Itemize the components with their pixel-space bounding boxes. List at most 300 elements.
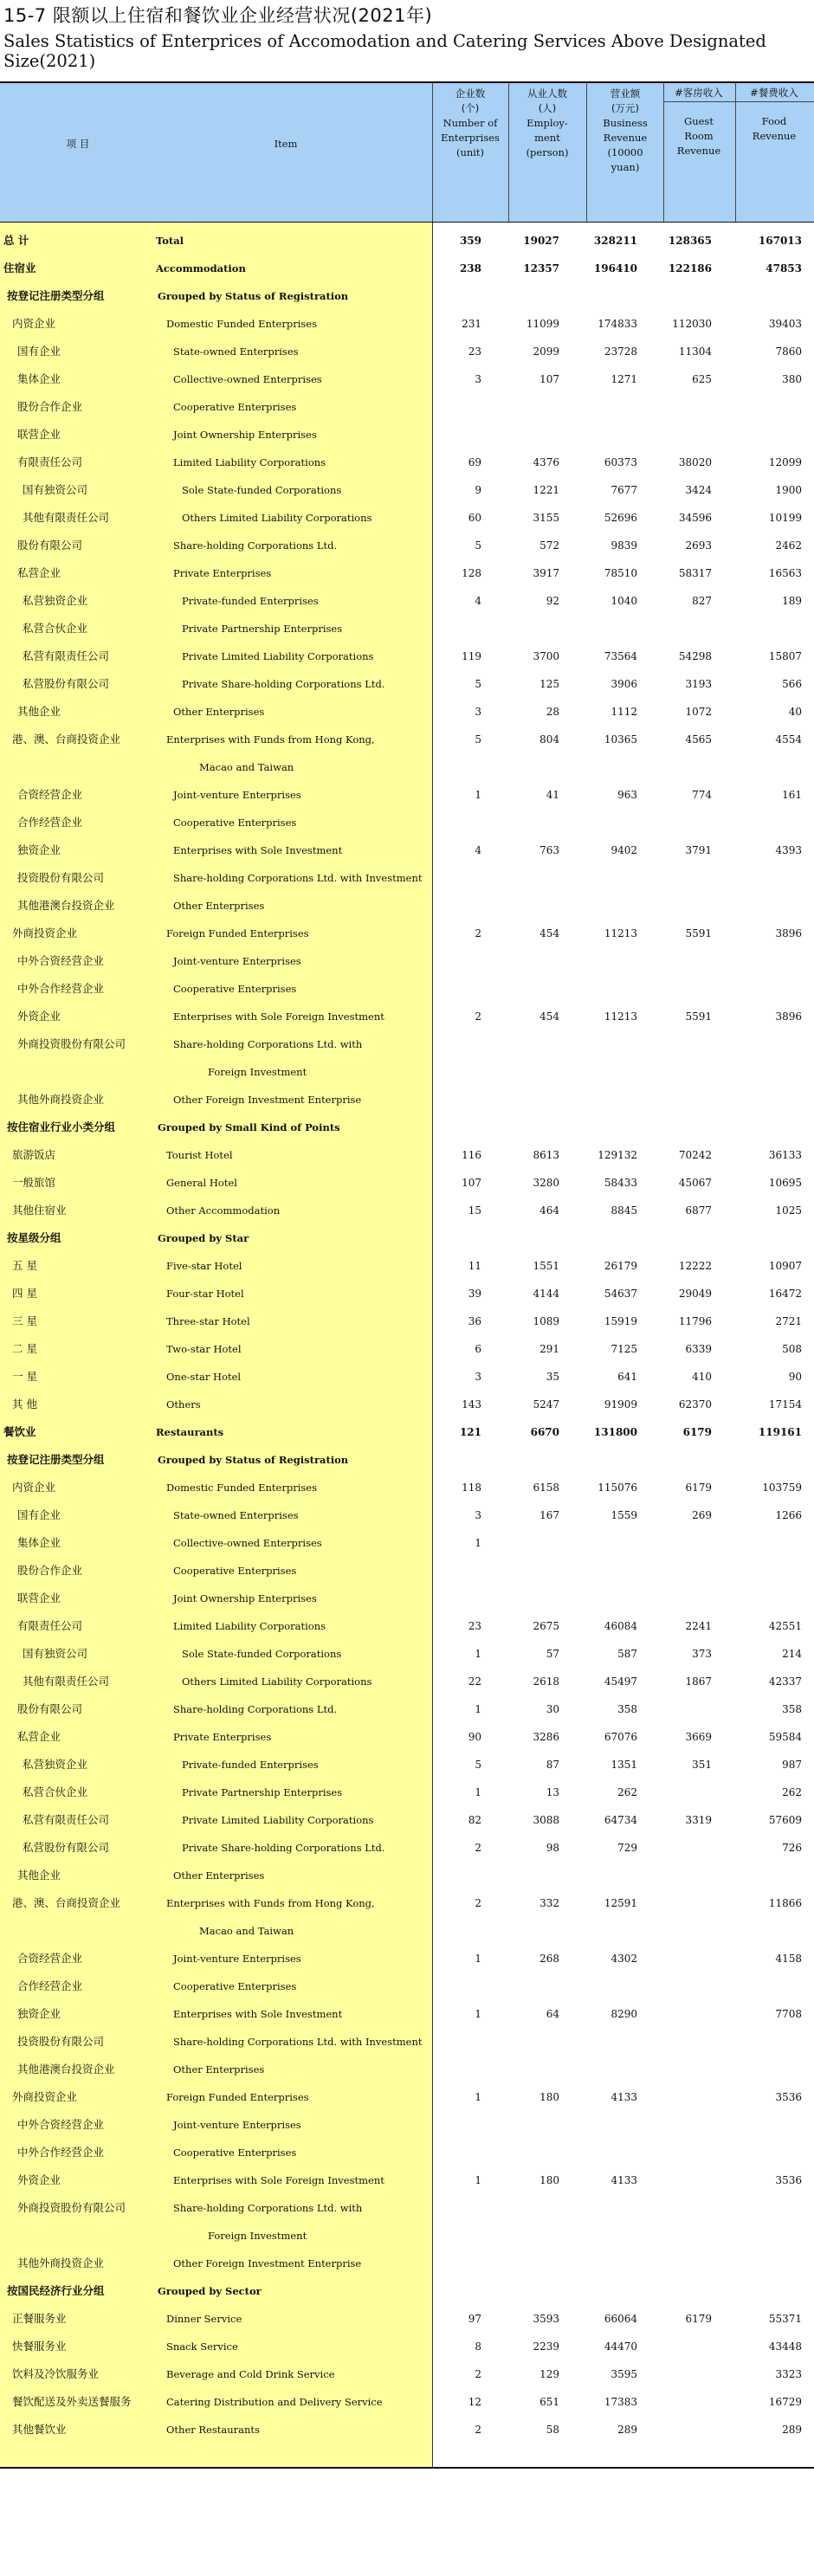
employment-value: 5247 <box>533 1398 559 1411</box>
employment-value: 2099 <box>533 345 559 358</box>
row-label-cn: 国有独资公司 <box>23 483 88 496</box>
guest-room-value: 774 <box>692 789 712 801</box>
enterprises-value: 5 <box>475 733 481 746</box>
employment-value: 13 <box>546 1786 559 1798</box>
food-value: 10695 <box>768 1177 802 1189</box>
row-label-cn: 独资企业 <box>17 2007 61 2020</box>
table-row <box>0 1557 814 1585</box>
row-label-en: Share-holding Corporations Ltd. with <box>173 2202 363 2214</box>
employment-value: 651 <box>539 2396 559 2408</box>
row-label-en: Limited Liability Corporations <box>173 456 326 468</box>
guest-room-value: 12222 <box>678 1260 712 1272</box>
row-label-en: Beverage and Cold Drink Service <box>166 2368 335 2380</box>
row-label-cn: 住宿业 <box>3 261 36 274</box>
food-value: 3536 <box>775 2091 802 2103</box>
table-row <box>0 504 814 532</box>
header-divider <box>432 83 433 222</box>
employment-value: 41 <box>546 789 559 801</box>
guest-room-value: 62370 <box>678 1398 712 1411</box>
employment-value: 19027 <box>523 235 559 247</box>
row-label-en: Grouped by Sector <box>158 2285 262 2297</box>
table-row <box>0 836 814 864</box>
revenue-value: 641 <box>617 1371 637 1383</box>
row-label-cn: 港、澳、台商投资企业 <box>12 733 121 746</box>
employment-value: 8613 <box>533 1149 559 1161</box>
employment-value: 35 <box>546 1371 559 1383</box>
row-label-cn: 五 星 <box>12 1259 37 1272</box>
enterprises-value: 4 <box>475 595 481 607</box>
table-row <box>0 1335 814 1363</box>
row-label-en: Other Enterprises <box>173 900 265 912</box>
enterprises-value: 82 <box>468 1814 481 1826</box>
employment-value: 804 <box>539 733 559 746</box>
revenue-value: 4133 <box>610 2091 637 2103</box>
enterprises-value: 2 <box>475 1842 481 1854</box>
enterprises-value: 39 <box>468 1288 481 1300</box>
row-label-en: Private Share-holding Corporations Ltd. <box>182 678 385 690</box>
row-label-en: Enterprises with Sole Foreign Investment <box>173 2174 384 2186</box>
food-value: 3896 <box>775 1010 802 1023</box>
row-label-cn: 按星级分组 <box>7 1231 61 1244</box>
food-value: 36133 <box>768 1149 802 1161</box>
row-label-en: Joint Ownership Enterprises <box>173 429 317 441</box>
row-label-en: Macao and Taiwan <box>199 761 294 773</box>
row-label-cn: 其他外商投资企业 <box>17 2256 105 2269</box>
enterprises-value: 1 <box>475 1703 481 1715</box>
revenue-value: 4133 <box>610 2174 637 2186</box>
table-row <box>0 1695 814 1723</box>
row-label-en: State-owned Enterprises <box>173 345 299 358</box>
row-label-en: Foreign Funded Enterprises <box>166 927 309 939</box>
guest-room-value: 128365 <box>668 235 712 247</box>
table-row <box>0 310 814 338</box>
row-label-cn: 其他港澳台投资企业 <box>17 2063 115 2076</box>
table-row <box>0 1806 814 1834</box>
row-label-en: Foreign Investment <box>208 2230 307 2242</box>
row-label-cn: 私营合伙企业 <box>23 622 88 635</box>
table-row <box>0 587 814 615</box>
food-value: 189 <box>782 595 802 607</box>
row-label-en: Other Enterprises <box>173 2063 265 2076</box>
revenue-value: 26179 <box>604 1260 637 1272</box>
enterprises-value: 2 <box>475 2424 481 2436</box>
food-value: 726 <box>782 1842 802 1854</box>
table-row <box>0 2166 814 2194</box>
revenue-value: 9839 <box>610 539 637 552</box>
revenue-value: 328211 <box>593 235 637 247</box>
header-col-food <box>738 86 811 144</box>
row-label-en: Enterprises with Funds from Hong Kong, <box>166 1897 375 1909</box>
employment-value: 129 <box>539 2368 559 2380</box>
table-row <box>0 975 814 1003</box>
food-value: 43448 <box>768 2340 802 2353</box>
food-value: 161 <box>782 789 802 801</box>
revenue-value: 54637 <box>604 1288 637 1300</box>
revenue-value: 1112 <box>610 706 637 718</box>
guest-room-value: 3424 <box>685 484 712 496</box>
row-label-en: Cooperative Enterprises <box>173 1565 297 1577</box>
revenue-value: 729 <box>617 1842 637 1854</box>
row-label-en: Enterprises with Funds from Hong Kong, <box>166 733 375 746</box>
food-value: 55371 <box>768 2313 802 2325</box>
food-value: 59584 <box>768 1731 802 1743</box>
food-value: 4554 <box>775 733 802 746</box>
revenue-value: 1271 <box>610 373 637 385</box>
row-label-en: Other Restaurants <box>166 2424 260 2436</box>
employment-value: 4376 <box>533 456 559 468</box>
employment-value: 92 <box>546 595 559 607</box>
guest-room-value: 29049 <box>678 1288 712 1300</box>
enterprises-value: 22 <box>468 1675 481 1688</box>
guest-room-value: 625 <box>692 373 712 385</box>
guest-room-value: 34596 <box>678 512 712 524</box>
row-label-en: Restaurants <box>156 1426 224 1438</box>
enterprises-value: 1 <box>475 789 481 801</box>
enterprises-value: 1 <box>475 2174 481 2186</box>
header-col-enterprises-en: Number of Enterprises (unit) <box>441 117 500 158</box>
enterprises-value: 359 <box>459 235 481 247</box>
revenue-value: 46084 <box>604 1620 637 1632</box>
table-row <box>0 2194 814 2222</box>
revenue-value: 91909 <box>604 1398 637 1411</box>
row-label-cn: 私营合伙企业 <box>23 1785 88 1798</box>
row-label-en: Share-holding Corporations Ltd. with Investment <box>173 2036 423 2048</box>
table-row <box>0 2250 814 2277</box>
table-row <box>0 1141 814 1169</box>
row-label-en: Grouped by Star <box>158 1232 249 1244</box>
row-label-en: One-star Hotel <box>166 1371 242 1383</box>
row-label-cn: 其他港澳台投资企业 <box>17 899 115 912</box>
table-row <box>0 1640 814 1668</box>
row-label-en: Enterprises with Sole Foreign Investment <box>173 1010 384 1023</box>
row-label-en: Domestic Funded Enterprises <box>166 1482 317 1494</box>
employment-value: 763 <box>539 844 559 856</box>
employment-value: 167 <box>539 1509 559 1521</box>
guest-room-value: 2241 <box>685 1620 712 1632</box>
employment-value: 3088 <box>533 1814 559 1826</box>
row-label-cn: 投资股份有限公司 <box>17 2035 105 2048</box>
table-row <box>0 1474 814 1501</box>
row-label-en: Sole State-funded Corporations <box>182 1648 342 1660</box>
table-row <box>0 2277 814 2305</box>
revenue-value: 4302 <box>610 1953 637 1965</box>
row-label-cn: 按登记注册类型分组 <box>7 289 105 302</box>
revenue-value: 115076 <box>598 1482 637 1494</box>
revenue-value: 129132 <box>598 1149 637 1161</box>
row-label-en: Accommodation <box>156 262 246 274</box>
row-label-en: Three-star Hotel <box>166 1315 250 1327</box>
row-label-en: Share-holding Corporations Ltd. with Investment <box>173 872 423 884</box>
row-label-cn: 私营股份有限公司 <box>23 677 110 690</box>
guest-room-value: 1072 <box>685 706 712 718</box>
revenue-value: 174833 <box>598 318 637 330</box>
revenue-value: 262 <box>617 1786 637 1798</box>
row-label-cn: 内资企业 <box>12 1481 56 1494</box>
enterprises-value: 119 <box>462 650 481 662</box>
revenue-value: 587 <box>617 1648 637 1660</box>
row-label-en: Private Limited Liability Corporations <box>182 650 374 662</box>
enterprises-value: 118 <box>462 1482 481 1494</box>
revenue-value: 3906 <box>610 678 637 690</box>
enterprises-value: 4 <box>475 844 481 856</box>
food-value: 42337 <box>768 1675 802 1688</box>
row-label-cn: 其他外商投资企业 <box>17 1093 105 1106</box>
row-label-cn: 一般旅馆 <box>12 1176 56 1189</box>
food-value: 1266 <box>775 1509 802 1521</box>
table-row <box>0 1862 814 1889</box>
guest-room-value: 45067 <box>678 1177 712 1189</box>
revenue-value: 58433 <box>604 1177 637 1189</box>
employment-value: 57 <box>546 1648 559 1660</box>
enterprises-value: 5 <box>475 1759 481 1771</box>
table-row <box>0 1612 814 1640</box>
header-col-employment-cn: 从业人数 (人) <box>527 87 567 114</box>
row-label-en: Private Limited Liability Corporations <box>182 1814 374 1826</box>
table-row <box>0 1972 814 2000</box>
food-value: 566 <box>782 678 802 690</box>
revenue-value: 358 <box>617 1703 637 1715</box>
table-row <box>0 1418 814 1446</box>
row-label-en: Macao and Taiwan <box>199 1925 294 1937</box>
header-col-revenue <box>589 87 662 175</box>
row-label-en: Others Limited Liability Corporations <box>182 512 372 524</box>
table-row <box>0 2000 814 2028</box>
employment-value: 3286 <box>533 1731 559 1743</box>
guest-room-value: 2693 <box>685 539 712 552</box>
guest-room-value: 11796 <box>678 1315 712 1327</box>
header-col-enterprises <box>435 87 506 160</box>
food-value: 3536 <box>775 2174 802 2186</box>
row-label-en: Others Limited Liability Corporations <box>182 1675 372 1688</box>
row-label-cn: 私营股份有限公司 <box>23 1841 110 1854</box>
guest-room-value: 410 <box>692 1371 712 1383</box>
header-col-revenue-cn: 营业额 (万元) <box>610 87 641 114</box>
table-row <box>0 864 814 892</box>
enterprises-value: 36 <box>468 1315 481 1327</box>
food-value: 214 <box>782 1648 802 1660</box>
revenue-value: 11213 <box>604 927 637 939</box>
bottom-rule <box>0 2467 814 2469</box>
row-label-en: Other Enterprises <box>173 706 265 718</box>
enterprises-value: 2 <box>475 2368 481 2380</box>
employment-value: 12357 <box>523 262 559 274</box>
guest-room-value: 38020 <box>678 456 712 468</box>
food-value: 16472 <box>768 1288 802 1300</box>
row-label-cn: 其他有限责任公司 <box>23 511 110 524</box>
table-row <box>0 449 814 476</box>
table-row <box>0 1307 814 1335</box>
row-label-cn: 其他餐饮业 <box>12 2423 67 2436</box>
enterprises-value: 1 <box>475 2008 481 2020</box>
food-value: 39403 <box>768 318 802 330</box>
row-label-cn: 一 星 <box>12 1370 37 1383</box>
food-value: 40 <box>788 706 802 718</box>
enterprises-value: 9 <box>475 484 481 496</box>
guest-room-value: 6179 <box>685 1482 712 1494</box>
row-label-cn: 合资经营企业 <box>17 788 83 801</box>
header-col-employment <box>511 87 584 160</box>
table-row <box>0 726 814 753</box>
enterprises-value: 8 <box>475 2340 481 2353</box>
table-row <box>0 2416 814 2444</box>
guest-room-value: 269 <box>692 1509 712 1521</box>
food-value: 4158 <box>775 1953 802 1965</box>
header-col-enterprises-cn: 企业数 (个) <box>455 87 486 114</box>
enterprises-value: 1 <box>475 1953 481 1965</box>
table-row <box>0 1779 814 1806</box>
table-row <box>0 2056 814 2083</box>
row-label-en: Foreign Investment <box>208 1066 307 1078</box>
row-label-en: Enterprises with Sole Investment <box>173 844 343 856</box>
header-divider <box>735 83 736 222</box>
row-label-cn: 正餐服务业 <box>12 2312 67 2325</box>
food-value: 47853 <box>766 262 802 274</box>
table-row <box>0 698 814 726</box>
enterprises-value: 116 <box>462 1149 481 1161</box>
enterprises-value: 23 <box>468 1620 481 1632</box>
table-row <box>0 670 814 698</box>
row-label-cn: 国有企业 <box>17 1508 61 1521</box>
revenue-value: 196410 <box>593 262 637 274</box>
table-row <box>0 1446 814 1474</box>
employment-value: 87 <box>546 1759 559 1771</box>
food-value: 90 <box>788 1371 802 1383</box>
guest-room-value: 1867 <box>685 1675 712 1688</box>
table-row <box>0 2111 814 2139</box>
employment-value: 107 <box>539 373 559 385</box>
row-label-en: Private Share-holding Corporations Ltd. <box>182 1842 385 1854</box>
row-label-en: Total <box>156 235 184 247</box>
enterprises-value: 5 <box>475 678 481 690</box>
food-value: 12099 <box>768 456 802 468</box>
revenue-value: 60373 <box>604 456 637 468</box>
food-value: 3323 <box>775 2368 802 2380</box>
table-row <box>0 947 814 975</box>
enterprises-value: 6 <box>475 1343 481 1355</box>
row-label-cn: 合作经营企业 <box>17 816 83 829</box>
row-label-en: Cooperative Enterprises <box>173 1980 297 1992</box>
row-label-cn: 餐饮配送及外卖送餐服务 <box>12 2395 132 2408</box>
row-label-en: Limited Liability Corporations <box>173 1620 326 1632</box>
employment-value: 11099 <box>526 318 559 330</box>
revenue-value: 1351 <box>610 1759 637 1771</box>
food-value: 508 <box>782 1343 802 1355</box>
row-label-cn: 有限责任公司 <box>17 455 83 468</box>
row-label-cn: 外商投资企业 <box>12 2090 78 2103</box>
row-label-cn: 股份合作企业 <box>17 400 83 413</box>
row-label-en: Others <box>166 1398 201 1411</box>
employment-value: 3593 <box>533 2313 559 2325</box>
header-bottom-rule <box>0 222 814 223</box>
table-row <box>0 2388 814 2416</box>
revenue-value: 10365 <box>604 733 637 746</box>
row-label-cn: 快餐服务业 <box>12 2340 67 2353</box>
row-label-cn: 外商投资股份有限公司 <box>17 2201 126 2214</box>
employment-value: 28 <box>546 706 559 718</box>
food-value: 167013 <box>758 235 802 247</box>
employment-value: 2618 <box>533 1675 559 1688</box>
header-item-en: Item <box>274 138 298 150</box>
table-row <box>0 1391 814 1418</box>
row-label-en: Other Foreign Investment Enterprise <box>173 1094 362 1106</box>
employment-value: 64 <box>546 2008 559 2020</box>
table-row <box>0 1945 814 1972</box>
food-value: 380 <box>782 373 802 385</box>
employment-value: 3700 <box>533 650 559 662</box>
enterprises-value: 23 <box>468 345 481 358</box>
row-label-cn: 饮料及冷饮服务业 <box>12 2367 100 2380</box>
table-row <box>0 2028 814 2056</box>
enterprises-value: 11 <box>468 1260 481 1272</box>
table-row <box>0 338 814 365</box>
revenue-value: 289 <box>617 2424 637 2436</box>
table-row <box>0 1529 814 1557</box>
food-value: 15807 <box>768 650 802 662</box>
employment-value: 3280 <box>533 1177 559 1189</box>
row-label-en: Enterprises with Sole Investment <box>173 2008 343 2020</box>
revenue-value: 963 <box>617 789 637 801</box>
table-row <box>0 1668 814 1695</box>
food-value: 103759 <box>762 1482 802 1494</box>
food-value: 119161 <box>758 1426 802 1438</box>
row-label-cn: 三 星 <box>12 1314 37 1327</box>
enterprises-value: 97 <box>468 2313 481 2325</box>
revenue-value: 131800 <box>593 1426 637 1438</box>
guest-room-value: 6179 <box>685 2313 712 2325</box>
row-label-en: Cooperative Enterprises <box>173 401 297 413</box>
employment-value: 58 <box>546 2424 559 2436</box>
food-value: 4393 <box>775 844 802 856</box>
table-row <box>0 920 814 947</box>
guest-room-value: 373 <box>692 1648 712 1660</box>
employment-value: 125 <box>539 678 559 690</box>
table-row <box>0 2305 814 2333</box>
enterprises-value: 1 <box>475 2091 481 2103</box>
table-row <box>0 532 814 559</box>
table-row <box>0 1585 814 1612</box>
guest-room-value: 3193 <box>685 678 712 690</box>
employment-value: 464 <box>539 1204 559 1217</box>
food-value: 289 <box>782 2424 802 2436</box>
row-label-cn: 外商投资股份有限公司 <box>17 1037 126 1050</box>
row-label-cn: 集体企业 <box>17 372 61 385</box>
row-label-cn: 旅游饭店 <box>12 1148 56 1161</box>
revenue-value: 1559 <box>610 1509 637 1521</box>
header-col-food-cn: #餐费收入 <box>750 87 798 99</box>
row-label-cn: 外资企业 <box>17 2173 61 2186</box>
guest-room-value: 3669 <box>685 1731 712 1743</box>
row-label-cn: 有限责任公司 <box>17 1619 83 1632</box>
enterprises-value: 3 <box>475 1509 481 1521</box>
enterprises-value: 2 <box>475 1897 481 1909</box>
revenue-value: 15919 <box>604 1315 637 1327</box>
table-row <box>0 1280 814 1307</box>
row-label-en: Cooperative Enterprises <box>173 2147 297 2159</box>
row-label-en: Joint-venture Enterprises <box>173 955 301 967</box>
table-row <box>0 1723 814 1751</box>
enterprises-value: 143 <box>462 1398 481 1411</box>
row-label-cn: 按住宿业行业小类分组 <box>7 1120 116 1133</box>
enterprises-value: 231 <box>462 318 481 330</box>
revenue-value: 78510 <box>604 567 637 579</box>
header-item-cn: 项 目 <box>66 138 90 150</box>
guest-room-value: 122186 <box>668 262 712 274</box>
employment-value: 291 <box>539 1343 559 1355</box>
table-row <box>0 781 814 809</box>
enterprises-value: 15 <box>468 1204 481 1217</box>
enterprises-value: 90 <box>468 1731 481 1743</box>
row-label-en: Share-holding Corporations Ltd. with <box>173 1038 363 1050</box>
